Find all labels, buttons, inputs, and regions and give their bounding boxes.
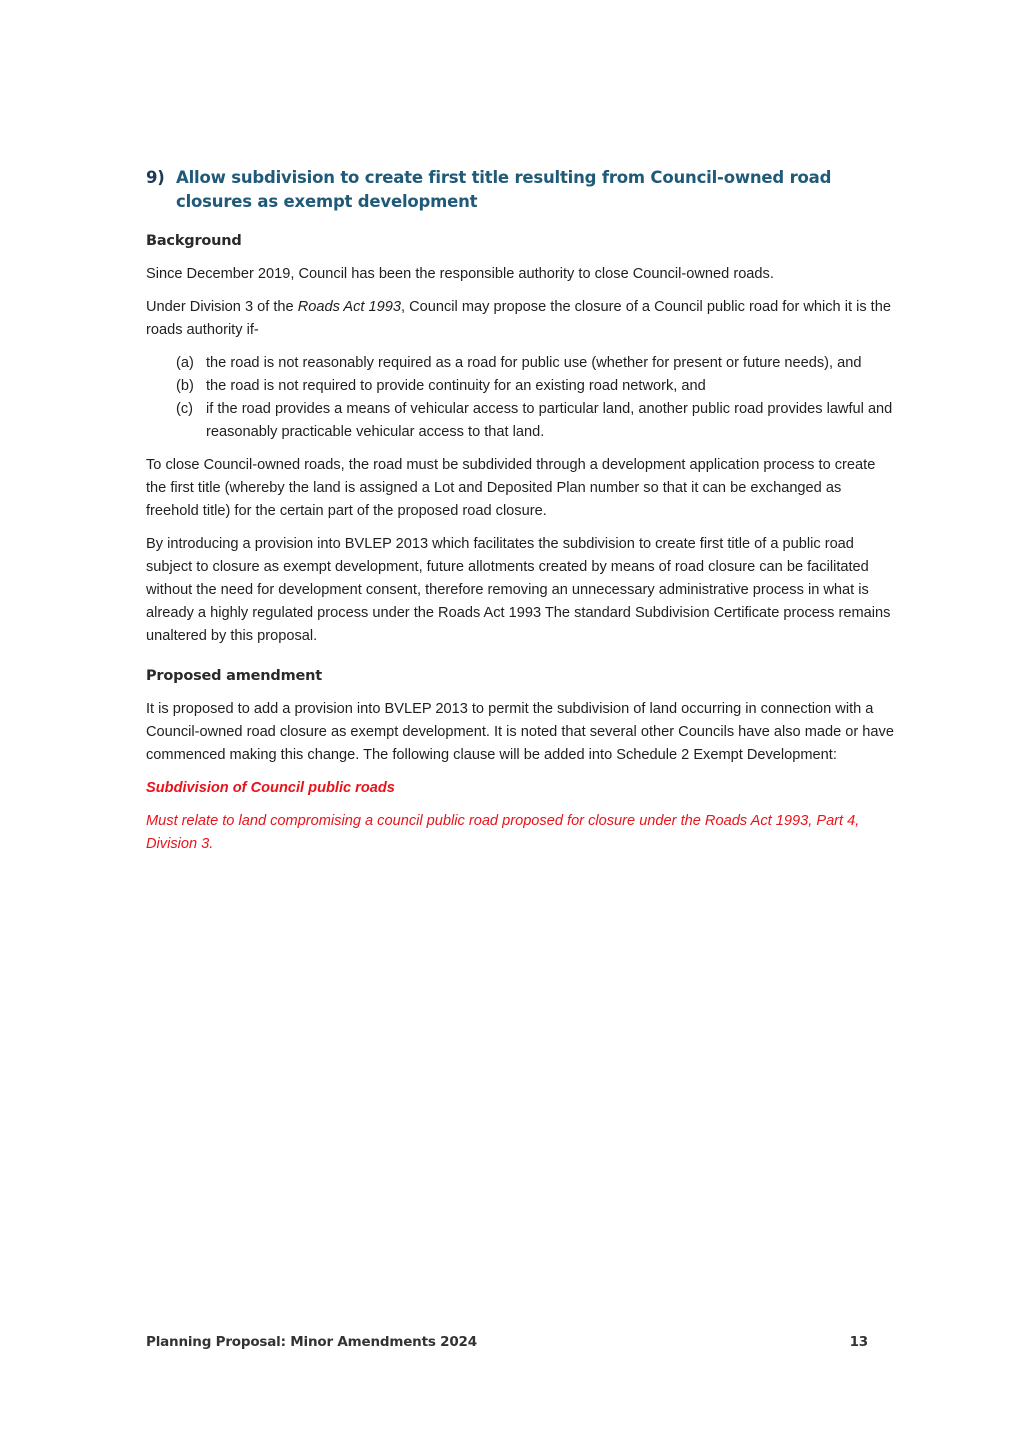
condition-marker: (b) bbox=[176, 378, 194, 394]
background-paragraph-1: Since December 2019, Council has been the responsible authority to close Council-owned roads. bbox=[146, 266, 774, 282]
background-heading: Background bbox=[146, 233, 242, 249]
condition-item bbox=[176, 352, 896, 375]
page-number: 13 bbox=[849, 1334, 868, 1350]
background-paragraph-4: By introducing a provision into BVLEP 2013 which facilitates the subdivision to create first title of a public road subject to closure as exempt development, future allotments created by means of road closure can be facilitated without the need for development consent, therefore removing an unnecessary administrative process in what is already a highly regulated process under the Roads Act 1993 The standard Subdivision Certificate process remains unaltered by this proposal. bbox=[146, 536, 891, 644]
condition-marker: (c) bbox=[176, 401, 194, 417]
background-paragraph-3: To close Council-owned roads, the road must be subdivided through a development application process to create the first title (whereby the land is assigned a Lot and Deposited Plan number so that it can be exchanged as freehold title) for the certain part of the proposed road closure. bbox=[146, 457, 876, 519]
condition-marker: (a) bbox=[176, 355, 194, 371]
conditions-list bbox=[146, 352, 896, 444]
p2-text-after: , Council may propose the closure of a Council public road for which it is the roads authority if- bbox=[146, 299, 891, 338]
roads-act-reference: Roads Act 1993 bbox=[297, 299, 402, 315]
background-paragraph-2 bbox=[146, 296, 896, 342]
amendment-heading: Proposed amendment bbox=[146, 668, 323, 684]
section-number: 9) bbox=[146, 168, 165, 187]
condition-text: the road is not required to provide continuity for an existing road network, and bbox=[206, 378, 706, 394]
section-title: Allow subdivision to create first title resulting from Council-owned road closures as exempt development bbox=[176, 168, 832, 211]
p2-text-before: Under Division 3 of the bbox=[146, 299, 298, 315]
amendment-paragraph: It is proposed to add a provision into BVLEP 2013 to permit the subdivision of land occurring in connection with a Council-owned road closure as exempt development. It is noted that several other Councils have also made or have commenced making this change. The following clause will be added into Schedule 2 Exempt Development: bbox=[146, 701, 894, 763]
condition-text: if the road provides a means of vehicular access to particular land, another public road provides lawful and reasonably practicable vehicular access to that land. bbox=[206, 401, 893, 440]
document-page bbox=[146, 166, 896, 866]
section-heading bbox=[146, 166, 896, 214]
page-footer bbox=[146, 1334, 868, 1350]
condition-text: the road is not reasonably required as a road for public use (whether for present or future needs), and bbox=[206, 355, 862, 371]
condition-item bbox=[176, 398, 896, 444]
clause-title: Subdivision of Council public roads bbox=[146, 780, 395, 796]
clause-text: Must relate to land compromising a council public road proposed for closure under the Roads Act 1993, Part 4, Division 3. bbox=[146, 813, 860, 852]
footer-title: Planning Proposal: Minor Amendments 2024 bbox=[146, 1334, 477, 1350]
condition-item bbox=[176, 375, 896, 398]
